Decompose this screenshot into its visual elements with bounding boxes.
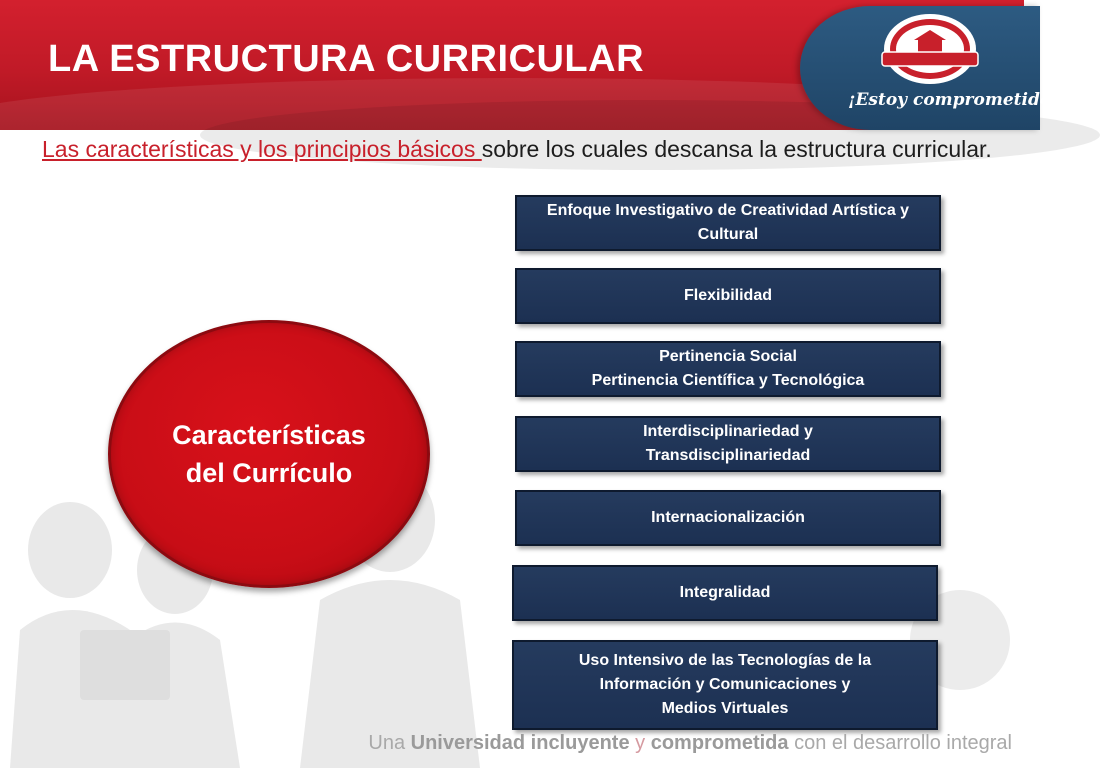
footer-text-bold: Universidad incluyente: [410, 732, 630, 754]
item-box-integralidad: [512, 565, 938, 621]
curriculum-characteristics-ellipse: [108, 320, 430, 588]
accreditation-badge: [800, 6, 1059, 130]
item-box-internacionalizacion: [515, 490, 941, 546]
item-box-pertinencia: [515, 341, 941, 397]
intro-link[interactable]: Las características y los principios básicos: [42, 136, 482, 162]
ellipse-label-line1: Características: [172, 420, 366, 450]
header-banner: [0, 0, 1059, 130]
item-box-uso-intensivo-tic: [512, 640, 938, 730]
item-box-interdisciplinariedad: [515, 416, 941, 472]
item-box-enfoque-investigativo: [515, 195, 941, 251]
item-box-flexibilidad: [515, 268, 941, 324]
item-line: Transdisciplinariedad: [645, 447, 811, 464]
accreditation-seal-icon: [878, 12, 982, 86]
item-line: Cultural: [697, 226, 759, 243]
item-line: Enfoque Investigativo de Creatividad Artística y: [546, 202, 910, 219]
item-line: Internacionalización: [651, 509, 805, 526]
intro-rest-text: sobre los cuales descansa la estructura curricular.: [481, 136, 992, 162]
footer-text-bold: comprometida: [650, 732, 789, 754]
badge-slogan: ¡Estoy comprometido!: [848, 90, 1059, 110]
footer-text: y: [629, 732, 651, 754]
footer-text: con el desarrollo integral: [788, 732, 1012, 754]
intro-paragraph: [42, 134, 1002, 165]
footer-tagline: [368, 732, 1012, 755]
item-line: Uso Intensivo de las Tecnologías de la: [578, 652, 872, 669]
page-title: LA ESTRUCTURA CURRICULAR: [48, 38, 645, 80]
item-line: Interdisciplinariedad y: [643, 423, 813, 440]
ellipse-label: [149, 416, 389, 492]
item-line: Información y Comunicaciones y: [599, 676, 851, 693]
item-line: Medios Virtuales: [661, 700, 789, 717]
item-line: Flexibilidad: [683, 287, 772, 304]
footer-text: Una: [368, 732, 411, 754]
ellipse-label-line2: del Currículo: [185, 458, 353, 488]
item-line: Pertinencia Científica y Tecnológica: [591, 372, 865, 389]
item-line: Pertinencia Social: [659, 348, 797, 365]
item-line: Integralidad: [679, 584, 771, 601]
